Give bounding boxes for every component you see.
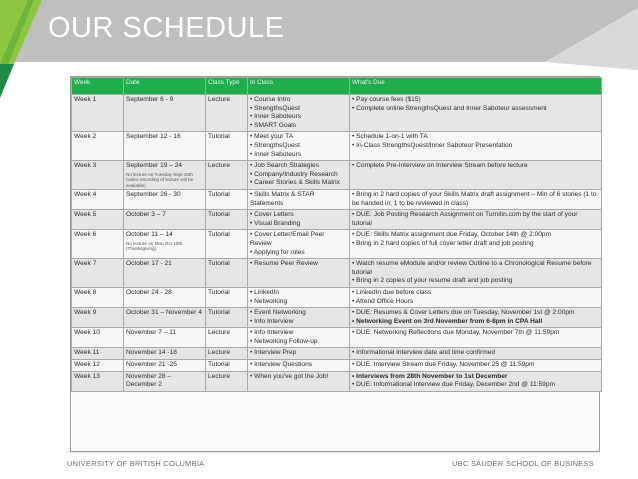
table-row <box>72 360 602 372</box>
cell-class-type <box>206 287 248 307</box>
cell-date <box>124 95 206 132</box>
in-class-item: • Interview Questions <box>250 361 313 369</box>
in-class-item: • StrengthsQuest <box>250 104 300 112</box>
cell-date-text: November 14 -18 <box>126 349 177 357</box>
cell-in-class <box>248 287 350 307</box>
cell-date-text: September 6 - 9 <box>126 96 174 103</box>
due-item: • Bring in 2 copies of your resume draft and job posting <box>352 277 513 285</box>
cell-week <box>72 210 124 230</box>
cell-date-note: No lecture on Mon Oct 10th (Thanksgiving) <box>126 240 183 252</box>
due-item: • Networking Event on 3rd November from 6-8pm in CPA Hall <box>352 317 543 325</box>
table-row <box>72 348 602 360</box>
cell-class-type-text: Tutorial <box>208 133 230 141</box>
due-item: • DUE: Job Posting Research Assignment on Turnitin.com by the start of your tutorial <box>352 211 578 227</box>
due-item: • Interviews from 28th November to 1st December <box>352 372 508 380</box>
in-class-item: • Event Networking <box>250 309 306 317</box>
schedule-table <box>71 77 602 392</box>
table-row <box>72 230 602 259</box>
cell-date <box>124 287 206 307</box>
cell-date-text: October 11 – 14 <box>126 231 173 239</box>
cell-week <box>72 360 124 372</box>
cell-week <box>72 287 124 307</box>
cell-date-text: October 3 – 7 <box>126 211 166 219</box>
cell-date <box>124 189 206 209</box>
in-class-item: • Visual Branding <box>250 219 301 227</box>
schedule-table-body <box>72 95 602 392</box>
cell-week-text: Week 10 <box>74 329 100 337</box>
table-row <box>72 95 602 132</box>
cell-date <box>124 328 206 348</box>
table-row <box>72 308 602 328</box>
cell-date <box>124 308 206 328</box>
cell-class-type-text: Tutorial <box>208 309 230 317</box>
cell-date-note: No lecture on Tuesday Sept 20th (video recording of lecture will be available) <box>126 171 194 188</box>
cell-whats-due <box>350 132 602 161</box>
cell-date-text: September 26 - 30 <box>126 190 181 198</box>
cell-date <box>124 360 206 372</box>
schedule-table-frame <box>70 76 600 452</box>
cell-week-text: Week 9 <box>74 309 97 317</box>
cell-class-type <box>206 230 248 259</box>
in-class-item: • LinkedIn <box>250 288 280 296</box>
cell-week <box>72 189 124 209</box>
due-item: • Complete Pre-Interview on Interview Stream before lecture <box>352 162 528 170</box>
cell-class-type <box>206 348 248 360</box>
in-class-item: • Applying for roles <box>250 248 305 256</box>
cell-week-text: Week 5 <box>74 211 97 219</box>
table-row <box>72 189 602 209</box>
due-item: • Attend Office Hours <box>352 297 414 305</box>
cell-class-type <box>206 360 248 372</box>
in-class-item: • Job Search Strategies <box>250 162 320 170</box>
cell-week-text: Week 6 <box>74 231 97 239</box>
cell-in-class <box>248 95 350 132</box>
in-class-item: • Networking <box>250 297 288 305</box>
cell-class-type <box>206 161 248 190</box>
cell-class-type-text: Tutorial <box>208 190 230 198</box>
in-class-item: • Inner Saboteurs <box>250 150 302 158</box>
accent-dark-triangle <box>0 64 14 98</box>
in-class-item: • Info Interview <box>250 329 294 337</box>
cell-whats-due <box>350 230 602 259</box>
cell-class-type-text: Tutorial <box>208 361 230 369</box>
table-row <box>72 161 602 190</box>
cell-class-type <box>206 259 248 288</box>
cell-whats-due <box>350 287 602 307</box>
cell-week-text: Week 1 <box>74 96 97 103</box>
cell-class-type <box>206 95 248 132</box>
in-class-item: • Career Stories & Skills Matrix <box>250 179 340 187</box>
cell-whats-due <box>350 328 602 348</box>
cell-whats-due <box>350 95 602 132</box>
cell-week-text: Week 12 <box>74 361 100 369</box>
due-item: • DUE: Networking Reflections due Monday, November 7th @ 11:59pm <box>352 329 560 337</box>
cell-class-type <box>206 371 248 391</box>
due-item: • LinkedIn due before class <box>352 288 432 296</box>
cell-date-text: October 31 – November 4 <box>126 309 202 317</box>
due-item: • Schedule 1-on-1 with TA <box>352 133 428 141</box>
in-class-item: • StrengthsQuest <box>250 141 300 149</box>
cell-class-type-text: Lecture <box>208 96 230 103</box>
cell-in-class <box>248 230 350 259</box>
cell-week-text: Week 4 <box>74 190 97 198</box>
due-item: • Complete online StrengthsQuest and Inner Saboteur assessment <box>352 104 547 112</box>
cell-class-type-text: Lecture <box>208 349 230 357</box>
table-row <box>72 287 602 307</box>
cell-week <box>72 161 124 190</box>
table-row <box>72 259 602 288</box>
cell-date <box>124 132 206 161</box>
cell-week <box>72 328 124 348</box>
cell-in-class <box>248 308 350 328</box>
cell-week-text: Week 11 <box>74 349 100 357</box>
table-row <box>72 132 602 161</box>
cell-date-text: October 17 - 21 <box>126 260 172 268</box>
due-item: • DUE: Resumes & Cover Letters due on Tuesday, November 1st @ 2:00pm <box>352 309 575 317</box>
cell-in-class <box>248 210 350 230</box>
cell-class-type <box>206 189 248 209</box>
in-class-item: • Resume Peer Review <box>250 260 318 268</box>
cell-class-type-text: Tutorial <box>208 211 230 219</box>
in-class-item: • Interview Prep <box>250 349 297 357</box>
cell-date <box>124 230 206 259</box>
cell-whats-due <box>350 161 602 190</box>
due-item: • DUE: Skills Matrix assignment due Friday, October 14th @ 2:00pm <box>352 231 552 239</box>
cell-week <box>72 348 124 360</box>
cell-date-text: October 24 - 28 <box>126 288 172 296</box>
table-header-row <box>72 78 602 95</box>
cell-week <box>72 132 124 161</box>
cell-date <box>124 210 206 230</box>
cell-date-text: November 28 – December 2 <box>126 372 172 389</box>
in-class-item: • Info Interview <box>250 317 294 325</box>
cell-date-text: November 21 -25 <box>126 361 177 369</box>
table-row <box>72 210 602 230</box>
in-class-item: • SMART Goals <box>250 121 297 129</box>
cell-in-class <box>248 189 350 209</box>
cell-whats-due <box>350 348 602 360</box>
footer-university: UNIVERSITY OF BRITISH COLUMBIA <box>67 459 205 468</box>
cell-week-text: Week 3 <box>74 162 97 170</box>
cell-in-class <box>248 371 350 391</box>
cell-class-type-text: Tutorial <box>208 231 230 239</box>
in-class-item: • Cover Letters <box>250 211 294 219</box>
cell-in-class <box>248 132 350 161</box>
due-item: • DUE: Interview Stream due Friday, November 25 @ 11:59pm <box>352 361 535 369</box>
cell-whats-due <box>350 259 602 288</box>
cell-date <box>124 371 206 391</box>
cell-in-class <box>248 360 350 372</box>
cell-week-text: Week 8 <box>74 288 97 296</box>
footer-school: UBC SAUDER SCHOOL OF BUSINESS <box>452 459 594 468</box>
cell-class-type <box>206 328 248 348</box>
table-row <box>72 371 602 391</box>
cell-class-type-text: Lecture <box>208 329 230 337</box>
cell-whats-due <box>350 308 602 328</box>
header-date: Date <box>124 78 206 95</box>
cell-week <box>72 259 124 288</box>
in-class-item: • Meet your TA <box>250 133 294 141</box>
cell-class-type-text: Tutorial <box>208 260 230 268</box>
cell-date <box>124 348 206 360</box>
in-class-item: • Inner Saboteurs <box>250 113 302 121</box>
cell-week-text: Week 7 <box>74 260 97 268</box>
in-class-item: • Cover Letter/Email Peer Review <box>250 231 325 247</box>
due-item: • In-Class StrengthsQuest/Inner Saboteur Presentation <box>352 141 513 149</box>
cell-date-text: September 19 – 24 <box>126 162 183 170</box>
cell-date <box>124 259 206 288</box>
in-class-item: • Company/Industry Research <box>250 170 338 178</box>
in-class-item: • When you've got the Job! <box>250 372 329 380</box>
cell-whats-due <box>350 210 602 230</box>
header-whats-due: What's Due <box>350 78 602 95</box>
header-week: Week <box>72 78 124 95</box>
cell-week-text: Week 13 <box>74 372 100 380</box>
cell-whats-due <box>350 360 602 372</box>
due-item: • Informational Interview date and time confirmed <box>352 349 496 357</box>
cell-class-type <box>206 132 248 161</box>
cell-week <box>72 308 124 328</box>
cell-whats-due <box>350 371 602 391</box>
cell-date-text: November 7 – 11 <box>126 329 177 337</box>
cell-whats-due <box>350 189 602 209</box>
due-item: • Pay course fees ($15) <box>352 96 421 103</box>
cell-class-type <box>206 308 248 328</box>
cell-class-type-text: Lecture <box>208 372 230 380</box>
cell-week-text: Week 2 <box>74 133 97 141</box>
cell-in-class <box>248 259 350 288</box>
header-in-class: In Class <box>248 78 350 95</box>
cell-week <box>72 371 124 391</box>
due-item: • Bring in 2 hard copies of your Skills Matrix draft assignment – Min of 6 stories (1 to be handed in; 1 to be reviewed in class) <box>352 190 597 207</box>
in-class-item: • Skills Matrix & STAR Statements <box>250 190 315 207</box>
cell-in-class <box>248 161 350 190</box>
cell-date-text: September 12 - 16 <box>126 133 181 141</box>
cell-class-type-text: Tutorial <box>208 288 230 296</box>
due-item: • DUE: Informational Interview due Friday, December 2nd @ 11:59pm <box>352 381 555 389</box>
table-row <box>72 328 602 348</box>
cell-class-type <box>206 210 248 230</box>
slide-title: OUR SCHEDULE <box>48 12 285 44</box>
cell-class-type-text: Lecture <box>208 162 230 170</box>
cell-date <box>124 161 206 190</box>
in-class-item: • Course Intro <box>250 96 291 103</box>
in-class-item: • Networking Follow-up <box>250 337 318 345</box>
due-item: • Bring in 2 hard copies of full cover letter draft and job posting <box>352 239 534 247</box>
header-class-type: Class Type <box>206 78 248 95</box>
cell-in-class <box>248 328 350 348</box>
due-item: • Watch resume eModule and/or review Outline to a Chronological Resume before tutorial <box>352 260 592 276</box>
cell-in-class <box>248 348 350 360</box>
cell-week <box>72 95 124 132</box>
cell-week <box>72 230 124 259</box>
